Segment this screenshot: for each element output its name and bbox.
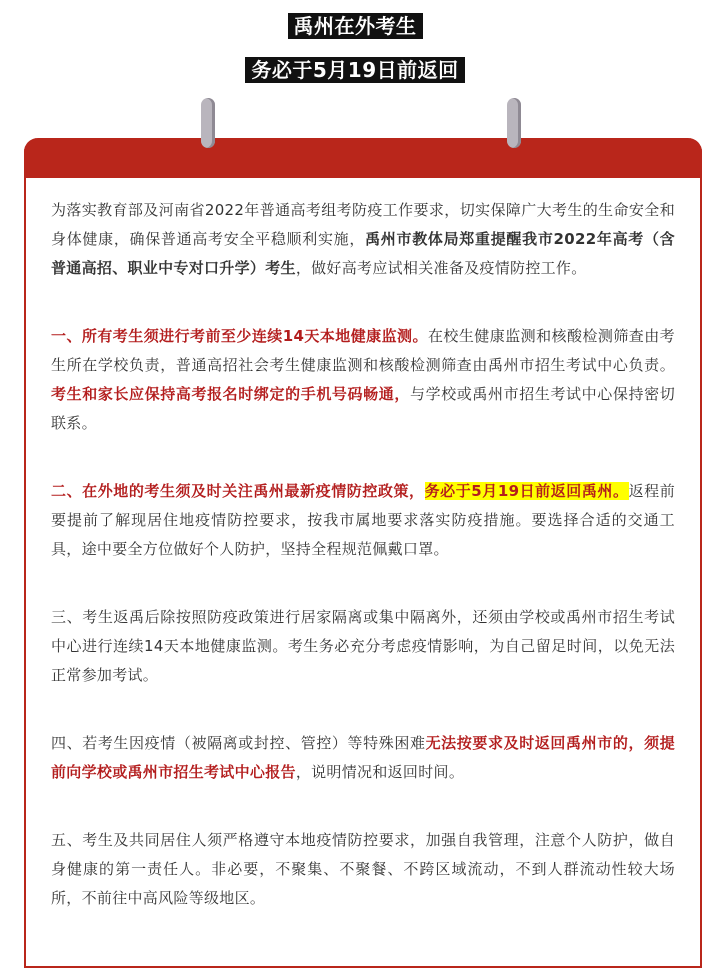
intro-bold: 禹州市教体局郑重提醒我市2022年高考（含普通高招、职业中专对口升学）考生 xyxy=(51,230,675,277)
item-3-text-1: 三、考生返禹后除按照防疫政策进行居家隔离或集中隔离外，还须由学校或禹州市招生考试中心进行连续14天本地健康监测。考生务必充分考虑疫情影响，为自己留足时间，以免无法正常参加考试。 xyxy=(51,608,675,684)
notice-content xyxy=(51,196,675,952)
item-4-paragraph xyxy=(51,729,675,787)
intro-paragraph xyxy=(51,196,675,283)
title-line-2-wrap xyxy=(0,57,710,83)
item-2-paragraph xyxy=(51,477,675,564)
item-1-text-2: 与学校或禹州市招生考试中心保持密切联系。 xyxy=(51,385,676,432)
item-4-text-2: ，说明情况和返回时间。 xyxy=(295,763,465,781)
item-4-text-1: 四、若考生因疫情（被隔离或封控、管控）等特殊困难 xyxy=(51,734,426,752)
title-line-1: 禹州在外考生 xyxy=(288,13,423,39)
binder-ring-right xyxy=(507,98,521,148)
card-header-bar xyxy=(24,138,702,178)
item-1-red-2: 考生和家长应保持高考报名时绑定的手机号码畅通， xyxy=(51,385,410,403)
item-4-red-1: 无法按要求及时返回禹州市的，须提前向学校或禹州市招生考试中心报告 xyxy=(51,734,675,781)
item-3-paragraph xyxy=(51,603,675,690)
binder-ring-left xyxy=(201,98,215,148)
item-5-text-1: 五、考生及共同居住人须严格遵守本地疫情防控要求，加强自我管理，注意个人防护，做自身健康的第一责任人。非必要，不聚集、不聚餐、不跨区域流动，不到人群流动性较大场所，不前往中高风险等级地区。 xyxy=(51,831,675,907)
item-1-text-1: 在校生健康监测和核酸检测筛查由考生所在学校负责，普通高招社会考生健康监测和核酸检测筛查由禹州市招生考试中心负责。 xyxy=(51,327,675,374)
item-2-text-1: 返程前要提前了解现居住地疫情防控要求，按我市属地要求落实防疫措施。要选择合适的交通工具，途中要全方位做好个人防护，坚持全程规范佩戴口罩。 xyxy=(51,482,676,558)
item-2-highlight: 务必于5月19日前返回禹州。 xyxy=(424,482,629,500)
item-2-red-1: 二、在外地的考生须及时关注禹州最新疫情防控政策， xyxy=(51,482,425,500)
item-1-red-1: 一、所有考生须进行考前至少连续14天本地健康监测。 xyxy=(51,327,428,345)
item-5-paragraph xyxy=(51,826,675,913)
title-line-2: 务必于5月19日前返回 xyxy=(245,57,464,83)
item-1-paragraph xyxy=(51,322,675,438)
intro-text-2: ，做好高考应试相关准备及疫情防控工作。 xyxy=(295,259,587,277)
title-line-1-wrap xyxy=(0,13,710,39)
intro-text-1: 为落实教育部及河南省2022年普通高考组考防疫工作要求，切实保障广大考生的生命安全和身体健康，确保普通高考安全平稳顺利实施， xyxy=(51,201,675,248)
